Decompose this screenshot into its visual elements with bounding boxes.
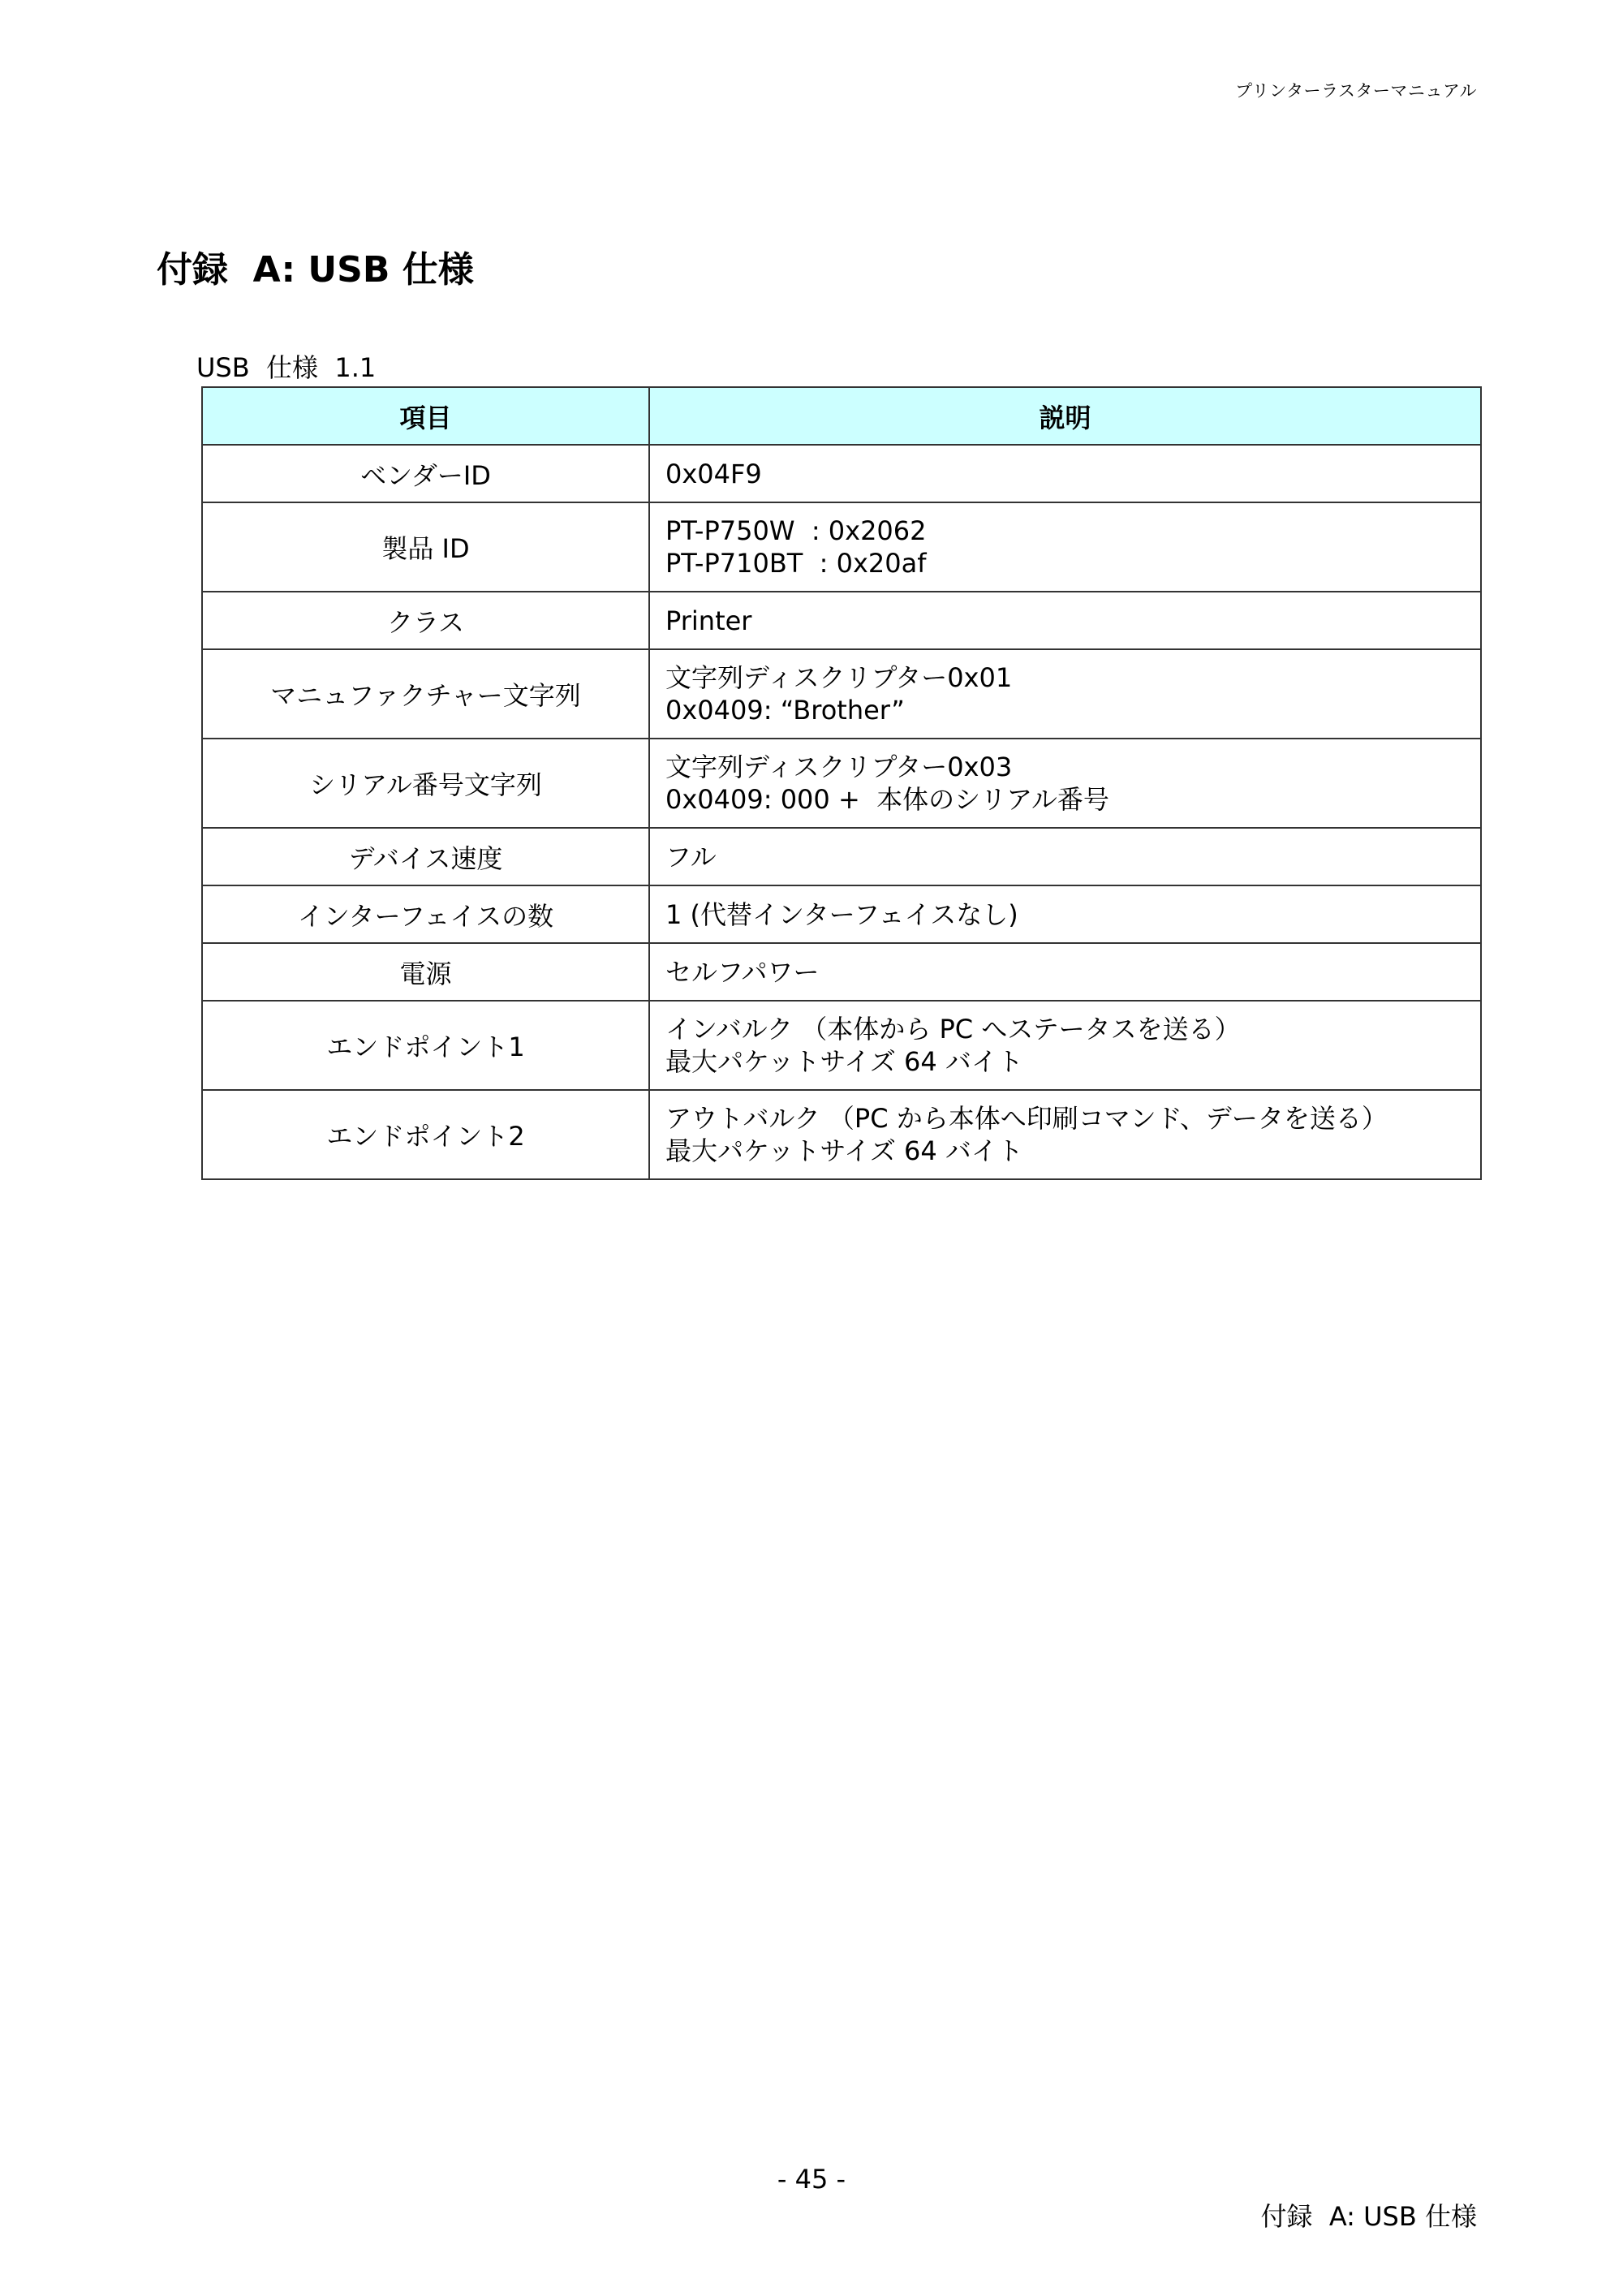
row-description bbox=[649, 445, 1481, 502]
row-item: エンドポイント2 bbox=[202, 1090, 649, 1179]
table-row bbox=[202, 502, 1481, 592]
row-description bbox=[649, 885, 1481, 943]
description-line: インバルク （本体から PC へステータスを送る） bbox=[665, 1014, 1241, 1045]
description-line: PT-P710BT : 0x20af bbox=[665, 548, 927, 579]
row-description bbox=[649, 502, 1481, 592]
usb-spec-table bbox=[201, 386, 1482, 1180]
description-line: PT-P750W : 0x2062 bbox=[665, 515, 927, 546]
row-item: 電源 bbox=[202, 943, 649, 1001]
row-description bbox=[649, 1001, 1481, 1090]
table-row bbox=[202, 828, 1481, 885]
table-row bbox=[202, 445, 1481, 502]
description-line: 最大パケットサイズ 64 バイト bbox=[665, 1046, 1023, 1077]
page-title: 付録 A: USB 仕様 bbox=[157, 249, 474, 291]
description-line: Printer bbox=[665, 605, 752, 636]
description-line: 文字列ディスクリプター0x01 bbox=[665, 662, 1013, 693]
row-item: インターフェイスの数 bbox=[202, 885, 649, 943]
table-row bbox=[202, 943, 1481, 1001]
row-description bbox=[649, 649, 1481, 739]
table-row bbox=[202, 739, 1481, 828]
row-description bbox=[649, 592, 1481, 649]
row-description bbox=[649, 943, 1481, 1001]
table-row bbox=[202, 1090, 1481, 1179]
running-footer: 付録 A: USB 仕様 bbox=[1260, 2201, 1477, 2232]
table-caption: USB 仕様 1.1 bbox=[196, 352, 377, 383]
row-description bbox=[649, 1090, 1481, 1179]
row-description bbox=[649, 828, 1481, 885]
row-item: クラス bbox=[202, 592, 649, 649]
row-item: エンドポイント1 bbox=[202, 1001, 649, 1090]
row-description bbox=[649, 739, 1481, 828]
description-line: 文字列ディスクリプター0x03 bbox=[665, 752, 1013, 782]
description-line: 0x0409: 000 + 本体のシリアル番号 bbox=[665, 784, 1109, 815]
table-header-row bbox=[202, 387, 1481, 445]
description-line: 0x0409: “Brother” bbox=[665, 695, 905, 726]
row-item: シリアル番号文字列 bbox=[202, 739, 649, 828]
row-item: デバイス速度 bbox=[202, 828, 649, 885]
table-row bbox=[202, 885, 1481, 943]
description-line: アウトバルク （PC から本体へ印刷コマンド、データを送る） bbox=[665, 1103, 1388, 1134]
header-description: 説明 bbox=[649, 387, 1481, 445]
header-item: 項目 bbox=[202, 387, 649, 445]
row-item: ベンダーID bbox=[202, 445, 649, 502]
row-item: 製品 ID bbox=[202, 502, 649, 592]
description-line: フル bbox=[665, 841, 717, 872]
row-item: マニュファクチャー文字列 bbox=[202, 649, 649, 739]
description-line: セルフパワー bbox=[665, 956, 820, 988]
running-header: プリンターラスターマニュアル bbox=[1235, 81, 1477, 101]
description-line: 1 (代替インターフェイスなし) bbox=[665, 898, 1018, 930]
table-row bbox=[202, 592, 1481, 649]
page-number: - 45 - bbox=[777, 2164, 846, 2195]
description-line: 0x04F9 bbox=[665, 458, 762, 489]
table-row bbox=[202, 649, 1481, 739]
table-row bbox=[202, 1001, 1481, 1090]
description-line: 最大パケットサイズ 64 バイト bbox=[665, 1135, 1023, 1166]
